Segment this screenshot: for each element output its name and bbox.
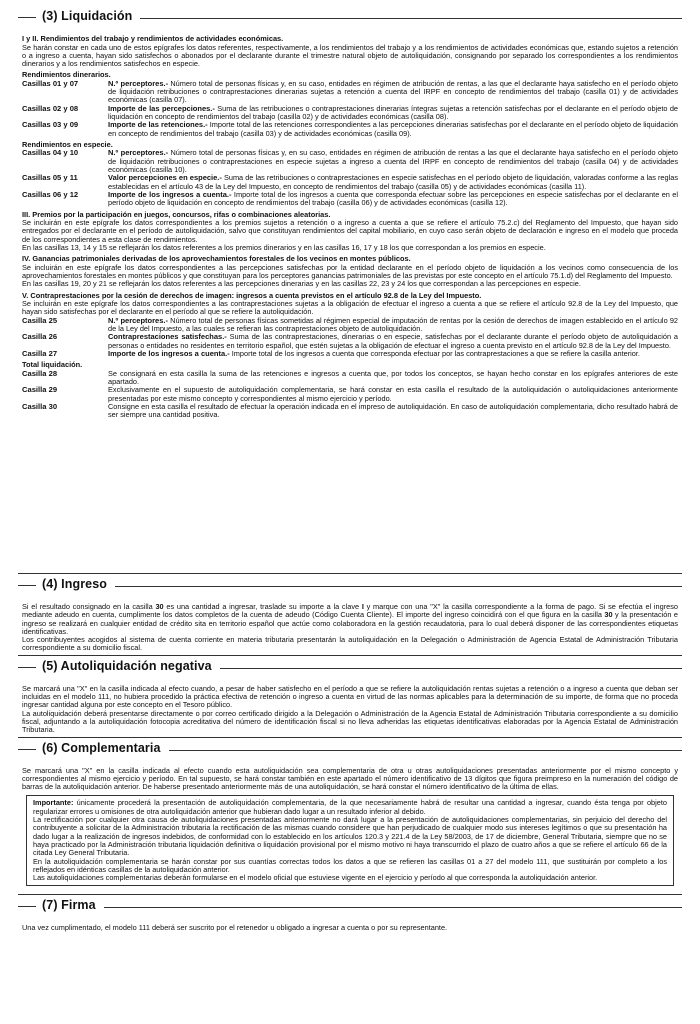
- importante-rectificacion: La rectificación por cualquier otra causa de autoliquidaciones presentadas anteriormente no dará lugar a la presentación de autoliquidaciones complementarias, sin perjuicio del derecho del contribuyente a solicitar de la Administración tributaria la rectificación de las mismas cuando considere que han perjudicado de cualquier modo sus intereses legítimos o que su presentación ha dado lugar a la realización de ingresos indebidos, de conformidad con lo establecido en los artículos 120.3 y 221.4 de la Ley 58/2003, de 17 de diciembre, General Tributaria, siempre que no se haya practicado por la Administración tributaria liquidación definitiva o liquidación provisional por el mismo motivo ni haya transcurrido el plazo de cuatro años a que se refiere el artículo 66 de la citada Ley General Tributaria.: [33, 815, 667, 858]
- section-liquidacion: [18, 9, 682, 574]
- section-title-liquidacion: (3) Liquidación: [18, 9, 140, 23]
- paragraph-negativa-presentacion: La autoliquidación deberá presentarse directamente o por correo certificado dirigido a la Delegación o Administración de la Agencia Estatal de Administración Tributaria correspondiente a su domicilio fiscal, adjuntando a la autoliquidación fotocopia acreditativa del número de identificación fiscal si no lleva adheridas las etiquetas identificativas elaboradas por la Agencia Estatal de Administración Tributaria.: [22, 708, 678, 735]
- paragraph-ingreso-forma-pago: Si el resultado consignado en la casilla 30 es una cantidad a ingresar, traslade su importe a la clave I y marque con una "X" la casilla correspondiente a la forma de pago. Si se efectúa el ingreso mediante adeudo en cuenta, cumplimente los datos completos de la cuenta de adeudo (Código Cuenta Cliente). El importe del ingreso coincidirá con el que figura en la casilla 30 y la presentación e ingreso se realizará en cualquier entidad de crédito sita en territorio español que actúe como colaboradora en la gestión recaudatoria, para lo cual deberá disponer de las correspondientes etiquetas identificativas.: [22, 602, 678, 636]
- paragraph-ingreso-cuenta-corriente: Los contribuyentes acogidos al sistema de cuenta corriente en materia tributaria presentarán la autoliquidación en la Delegación o Administración de Agencia Estatal de Administración Tributaria correspondiente a su domicilio fiscal.: [22, 635, 678, 653]
- casilla-row-05-11: Casillas 05 y 11 Valor percepciones en especie.- Suma de las retribuciones o contraprestaciones en especie satisfechas en el período objeto de liquidación, valoradas conforme a las reglas establecidas en el artículo 43 de la Ley del Impuesto, en concepto de rendimientos del trabajo (casilla 05) y de actividades económicas (casilla 11).: [22, 173, 678, 191]
- importante-cuantias: En la autoliquidación complementaria se harán constar por sus cuantías correctas todos los datos a que se refieren las casillas 01 a 27 del modelo 111, que sustituirán por completo a los reflejados en idénticas casillas de la autoliquidación anterior.: [33, 856, 667, 874]
- casilla-row-26: Casilla 26 Contraprestaciones satisfechas.- Suma de las contraprestaciones, dinerarias o en especie, satisfechas por el declarante durante el período objeto de autoliquidación a personas o entidades no residentes en territorio español, que estén sujetas a la obligación de efectuar el ingreso a cuenta previsto en el artículo 92.8 de la Ley del Impuesto.: [22, 332, 678, 350]
- importante-paragraph: Importante: únicamente procederá la presentación de autoliquidación complementaria, de la que necesariamente habrá de resultar una cantidad a ingresar, cuando ésta tenga por objeto regularizar errores u omisiones de otra autoliquidación anterior que hubieran dado lugar a un resultado inferior al debido.: [33, 798, 667, 816]
- paragraph-premios-casillas: En las casillas 13, 14 y 15 se reflejarán los datos referentes a los premios dinerarios y en las casillas 16, 17 y 18 los que correspondan a los premios en especie.: [22, 242, 546, 252]
- heading-total-liquidacion: Total liquidación.: [22, 360, 83, 370]
- casilla-row-25: Casilla 25 N.º perceptores.- Número total de personas físicas sometidas al régimen especial de imputación de rentas por la cesión de derechos de imagen establecido en el artículo 92 de la Ley del Impuesto, a las cuales se refieran las contraprestaciones objeto de autoliquidación.: [22, 315, 678, 334]
- paragraph-rendimientos-intro: Se harán constar en cada uno de estos epígrafes los datos referentes, respectivamente, a los rendimientos del trabajo y a los rendimientos de actividades económicas que, estando sujetos a retención o a ingreso a cuenta, hayan sido satisfechos o abonados por el declarante durante el trimestre natural objeto de autoliquidación, consignando por separado los correspondientes a los rendimientos dinerarios y a los rendimientos satisfechos en especie.: [22, 42, 678, 69]
- heading-rendimientos-trabajo: I y II. Rendimientos del trabajo y rendimientos de actividades económicas.: [22, 34, 284, 43]
- instructions-page: [18, 8, 682, 941]
- paragraph-complementaria: Se marcará una "X" en la casilla indicada al efecto cuando esta autoliquidación sea complementaria de otra u otras autoliquidaciones presentadas anteriormente por el mismo concepto y correspondientes al mismo ejercicio y período. En tal supuesto, se hará constar también en este apartado el número identificativo de 13 dígitos que figura preimpreso en la numeración del código de barras de la autoliquidación anterior. De haberse presentado anteriormente más de una autoliquidación, se hará constar el número identificativo de la última de ellas.: [22, 765, 678, 792]
- section-title-ingreso: (4) Ingreso: [18, 577, 115, 591]
- heading-ganancias-forestales: IV. Ganancias patrimoniales derivadas de los aprovechamientos forestales de los vecinos en montes públicos.: [22, 254, 411, 264]
- casilla-row-30: Casilla 30 Consigne en esta casilla el resultado de efectuar la operación indicada en el impreso de autoliquidación. En caso de autoliquidación complementaria, dicho resultado habrá de ser siempre una cantidad positiva.: [22, 401, 678, 420]
- casilla-row-06-12: Casillas 06 y 12 Importe de los ingresos a cuenta.- Importe total de los ingresos a cuenta que corresponda efectuar sobre las percepciones en especie satisfechas por el declarante en el período objeto de liquidación en concepto de rendimientos del trabajo (casilla 06) y de actividades económicas (casilla 12).: [22, 189, 678, 208]
- casilla-row-02-08: Casillas 02 y 08 Importe de las percepciones.- Suma de las retribuciones o contraprestaciones dinerarias íntegras sujetas a retención satisfechas por el declarante en el período objeto de liquidación en concepto de rendimientos del trabajo (casilla 02) y de actividades económicas (casilla 08).: [22, 103, 678, 122]
- paragraph-firma: Una vez cumplimentado, el modelo 111 deberá ser suscrito por el retenedor u obligado a ingresar a cuenta o por su representante.: [22, 923, 448, 933]
- section-autoliquidacion-negativa: [18, 658, 682, 738]
- casilla-row-01-07: Casillas 01 y 07 N.º perceptores.- Número total de personas físicas y, en su caso, entidades en régimen de atribución de rentas, a las que el declarante haya satisfecho en el período objeto de liquidación retribuciones o contraprestaciones dinerarias sujetas a retención a cuenta del IRPF en concepto de rendimientos del trabajo (casilla 01) y de actividades económicas (casilla 07).: [22, 78, 678, 105]
- heading-premios: III. Premios por la participación en juegos, concursos, rifas o combinaciones aleatorias.: [22, 209, 331, 219]
- section-complementaria: [18, 740, 682, 896]
- section-title-firma: (7) Firma: [18, 898, 104, 912]
- heading-rendimientos-especie: Rendimientos en especie.: [22, 139, 113, 149]
- casilla-row-04-10: Casillas 04 y 10 N.º perceptores.- Número total de personas físicas y, en su caso, entidades en régimen de atribución de rentas a las que el declarante haya satisfecho en el período objeto de liquidación retribuciones o contraprestaciones en especie sujetas a ingreso a cuenta del IRPF en concepto de rendimientos del trabajo (casilla 04) y de actividades económicas (casilla 10).: [22, 148, 678, 175]
- heading-derechos-imagen: V. Contraprestaciones por la cesión de derechos de imagen: ingresos a cuenta previstos en el artículo 92.8 de la Ley del Impuesto.: [22, 290, 482, 300]
- casilla-row-27: Casilla 27 Importe de los ingresos a cuenta.- Importe total de los ingresos a cuenta que corresponda efectuar por las contraprestaciones a que se refiere la casilla anterior.: [22, 348, 640, 358]
- heading-rendimientos-dinerarios: Rendimientos dinerarios.: [22, 70, 111, 80]
- section-title-complementaria: (6) Complementaria: [18, 741, 169, 755]
- importante-box: [26, 795, 674, 886]
- section-firma: [18, 898, 682, 934]
- paragraph-ganancias-casillas: En las casillas 19, 20 y 21 se reflejarán los datos referentes a las percepciones dinerarias y en las casillas 22, 23 y 24 los que correspondan a las percepciones en especie.: [22, 279, 581, 289]
- paragraph-ganancias-forestales: Se incluirán en este epígrafe los datos correspondientes a las percepciones satisfechas por la entidad declarante en el período objeto de liquidación a los vecinos como consecuencia de los aprovechamientos forestales en montes públicos y que constituyan para los perceptores ganancias patrimoniales de las previstas por este concepto en el artículo 75.1.d) del Reglamento del Impuesto.: [22, 262, 678, 281]
- section-ingreso: [18, 577, 682, 656]
- casilla-row-29: Casilla 29 Exclusivamente en el supuesto de autoliquidación complementaria, se hará constar en esta casilla el resultado de la autoliquidación o autoliquidaciones anteriormente presentadas por este mismo concepto y correspondientes al mismo ejercicio y período.: [22, 385, 678, 403]
- paragraph-negativa-supuesto: Se marcará una "X" en la casilla indicada al efecto cuando, a pesar de haber satisfecho en el período a que se refiere la autoliquidación rentas sujetas a retención o a ingreso a cuenta que deban ser incluidas en el modelo 111, no hubiera procedido la práctica efectiva de retención o ingreso a cuenta en virtud de las normas aplicables para la determinación de su importe, de forma que no proceda ingresar cantidad alguna por este concepto en el Tesoro público.: [22, 683, 678, 710]
- section-title-negativa: (5) Autoliquidación negativa: [18, 659, 220, 673]
- paragraph-derechos-imagen: Se incluirán en este epígrafe los datos correspondientes a las contraprestaciones sujetas a la obligación de efectuar el ingreso a cuenta a que se refiere el artículo 92.8 de la Ley del Impuesto, que hayan sido satisfechas por el declarante en el período al que se refiere la autoliquidación.: [22, 299, 678, 317]
- paragraph-premios: Se incluirán en este epígrafe los datos correspondientes a los premios sujetos a retención o a ingreso a cuenta a que se refiere el artículo 75.2.c) del Reglamento del Impuesto, que hayan sido entregados por el declarante en el período de autoliquidación, salvo que constituyan rendimientos del capital mobiliario, en cuyo caso serán objeto de declaración e ingreso en el modelo que proceda de los correspondientes a esta clase de rendimientos.: [22, 218, 678, 244]
- casilla-row-28: Casilla 28 Se consignará en esta casilla la suma de las retenciones e ingresos a cuenta que, por todos los conceptos, se hayan hecho constar en los epígrafes anteriores de este apartado.: [22, 368, 678, 386]
- casilla-row-03-09: Casillas 03 y 09 Importe de las retenciones.- Importe total de las retenciones correspondientes a las percepciones dinerarias satisfechas por el declarante en el período objeto de liquidación en concepto de rendimientos del trabajo (casilla 03) y de actividades económicas (casilla 09).: [22, 120, 678, 138]
- importante-modelo-oficial: Las autoliquidaciones complementarias deberán formularse en el modelo oficial que estuviese vigente en el ejercicio y período al que corresponda la autoliquidación anterior.: [33, 873, 598, 883]
